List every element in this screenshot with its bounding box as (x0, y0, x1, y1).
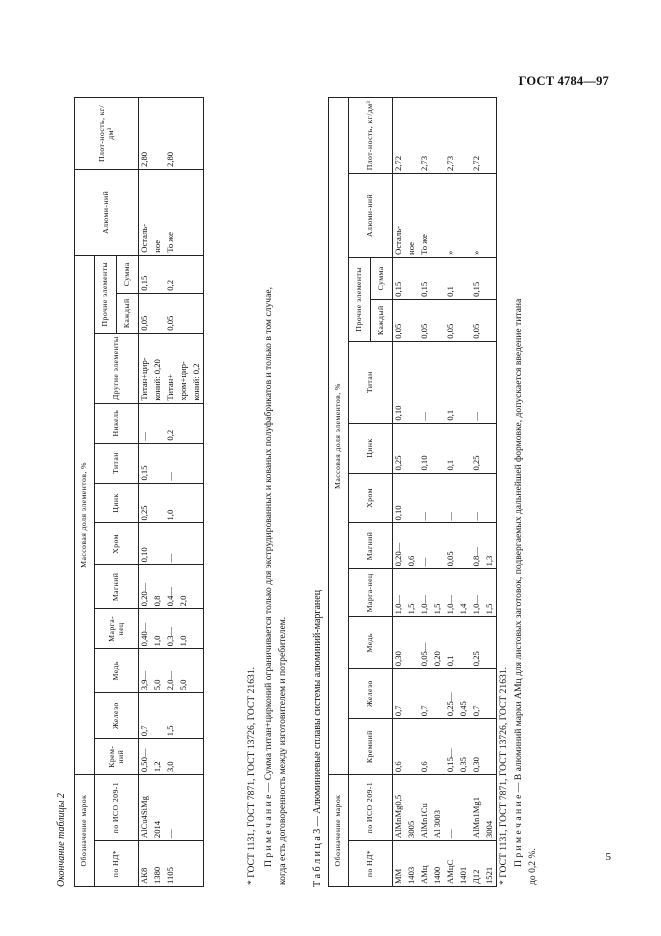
table2-note-continued: когда есть договоренность между изготовителем и потребителем. (277, 616, 288, 885)
table-cell: 0,15 (139, 443, 152, 483)
table-cell: 1,0— (445, 569, 458, 617)
table-cell: 2,73 (445, 98, 458, 174)
table-cell: АК8 (139, 841, 152, 887)
table-cell (406, 669, 419, 719)
table-cell: АМц (419, 841, 432, 887)
table-cell (191, 483, 204, 523)
table-cell: ММ (393, 841, 406, 887)
table-cell: — (471, 473, 484, 523)
table-cell: Д12 (471, 841, 484, 887)
table-cell: 1,3 (484, 523, 497, 569)
table-row (139, 98, 152, 887)
table2-col-header: Хром (95, 523, 139, 565)
table-cell (152, 523, 165, 565)
table-cell: 0,6 (393, 719, 406, 775)
table-cell: — (165, 443, 178, 483)
table-cell: 2,0 (178, 565, 191, 609)
table-cell (178, 739, 191, 775)
table-cell: 0,6 (419, 719, 432, 775)
table-cell: — (471, 341, 484, 423)
table-cell (432, 299, 445, 341)
table2-group-designation: Обозначение марок (75, 775, 95, 887)
table2-footnote: * ГОСТ 1131, ГОСТ 7871, ГОСТ 13726, ГОСТ 21631. (246, 666, 257, 885)
table3-col-header: Марга-нец (349, 569, 393, 617)
table-cell (484, 423, 497, 473)
table-cell: 5,0 (152, 649, 165, 693)
table3-col-header: по ИСО 209-1 (349, 775, 393, 841)
table-cell (432, 669, 445, 719)
table-cell (406, 473, 419, 523)
table-cell (484, 257, 497, 299)
table2-col-header: Магний (95, 565, 139, 609)
table-cell: 3,0 (165, 739, 178, 775)
table-cell: коний: 0,2 (191, 333, 204, 403)
table-cell (406, 423, 419, 473)
table3-col-header: Цинк (349, 423, 393, 473)
table-cell (178, 443, 191, 483)
table2-body (139, 98, 204, 887)
table3-col-header: Алюми-ний (349, 174, 393, 258)
table-cell: 0,25— (445, 669, 458, 719)
table-cell (178, 483, 191, 523)
table-cell (484, 174, 497, 258)
table-cell: 0,05 (471, 299, 484, 341)
table-cell: 1105 (165, 841, 178, 887)
table-row (178, 98, 191, 887)
table-cell (432, 257, 445, 299)
table-cell: 0,7 (419, 669, 432, 719)
table-cell (178, 841, 191, 887)
table-cell (432, 98, 445, 174)
table-cell: AlCu4SiMg (139, 775, 152, 841)
table-cell (178, 293, 191, 333)
table-cell (406, 341, 419, 423)
table2-col-header: Алюми-ний (75, 169, 139, 255)
table-cell: 1,0 (165, 483, 178, 523)
table3-col-header: Каждый (371, 299, 393, 341)
table2-col-header: Марга-нец (95, 609, 139, 649)
table-cell (191, 775, 204, 841)
table-cell: 2,0— (165, 649, 178, 693)
table2-col-header: Цинк (95, 483, 139, 523)
table-cell: 0,25 (393, 423, 406, 473)
table-cell (191, 609, 204, 649)
table-cell: 2,72 (471, 98, 484, 174)
table-cell: То же (165, 169, 178, 255)
table2 (74, 97, 204, 887)
table-cell: 1,4 (458, 569, 471, 617)
table-row (471, 98, 484, 887)
table3-col-header: Медь (349, 617, 393, 669)
table-cell: 0,05 (165, 293, 178, 333)
table-cell: 3004 (484, 775, 497, 841)
table2-col-header: Другие элементы (95, 333, 139, 403)
table-cell: Al 3003 (432, 775, 445, 841)
table-cell: 0,50— (139, 739, 152, 775)
rotated-content (50, 97, 550, 887)
table-cell (484, 473, 497, 523)
table3-col-header: по НД* (349, 841, 393, 887)
table-cell: 0,10 (393, 341, 406, 423)
table3-note (513, 299, 526, 867)
table3-col-header: Плот-ность, кг/дм³ (349, 98, 393, 174)
table-cell: 0,45 (458, 669, 471, 719)
table-cell (406, 299, 419, 341)
table-cell: Титан+цир- (139, 333, 152, 403)
table-cell: 0,15 (471, 257, 484, 299)
table-cell: 3,9— (139, 649, 152, 693)
table-cell: ное (406, 174, 419, 258)
table-cell: хром+цир- (178, 333, 191, 403)
table-cell: 0,1 (445, 257, 458, 299)
table-cell (432, 523, 445, 569)
table-row (406, 98, 419, 887)
table-cell (432, 341, 445, 423)
table3-group-designation: Обозначение марок (329, 775, 349, 887)
table-cell (432, 174, 445, 258)
table-cell (152, 98, 165, 170)
table3-col-header: Железо (349, 669, 393, 719)
table-cell (191, 403, 204, 443)
table-cell: 2,72 (393, 98, 406, 174)
table-cell (191, 523, 204, 565)
table-cell: 1,5 (406, 569, 419, 617)
table-cell: 0,40— (139, 609, 152, 649)
page-number: 5 (605, 851, 611, 863)
table-cell: 2,80 (165, 98, 178, 170)
table-cell: 0,05 (419, 299, 432, 341)
table-cell: 1,5 (165, 693, 178, 739)
table-cell (406, 98, 419, 174)
table-cell: 2,80 (139, 98, 152, 170)
table2-col-header: Железо (95, 693, 139, 739)
table-cell: 0,7 (393, 669, 406, 719)
table-cell: 3005 (406, 775, 419, 841)
table-cell: — (419, 473, 432, 523)
table3-col-header: Сумма (371, 257, 393, 299)
table-cell: — (419, 523, 432, 569)
table-cell: 0,30 (393, 617, 406, 669)
table-cell: — (445, 473, 458, 523)
table-cell (484, 341, 497, 423)
table-cell (191, 169, 204, 255)
table3 (328, 97, 497, 887)
table-cell: 0,20— (393, 523, 406, 569)
table-cell: 1,5 (432, 569, 445, 617)
table-cell (178, 693, 191, 739)
table-cell: коний: 0,20 (152, 333, 165, 403)
table-cell: 0,4— (165, 565, 178, 609)
table2-note-text: — Сумма титан+цирконий ограничивается только для экструдированных и кованых полуфабрикатов и только в том случае, (263, 287, 274, 795)
table-cell: 1,0— (393, 569, 406, 617)
table-cell (191, 649, 204, 693)
document-code: ГОСТ 4784—97 (518, 74, 609, 88)
table-cell: 0,7 (471, 669, 484, 719)
table-cell: 1,0 (178, 609, 191, 649)
table2-col-header: Крем-ний (95, 739, 139, 775)
table-cell (178, 523, 191, 565)
table-cell: 0,20 (432, 617, 445, 669)
table3-footnote: * ГОСТ 1131, ГОСТ 7871, ГОСТ 13726, ГОСТ 21631. (498, 666, 509, 885)
table-cell: AlMn1Mg1 (471, 775, 484, 841)
table-cell (152, 293, 165, 333)
table2-col-header: Титан (95, 443, 139, 483)
table-cell: Титан+ (165, 333, 178, 403)
table2-col-header: по ИСО 209-1 (95, 775, 139, 841)
table-cell (152, 255, 165, 293)
table-cell (458, 523, 471, 569)
table2-col-header: Никель (95, 403, 139, 443)
table-cell (484, 669, 497, 719)
table-cell: 0,2 (165, 403, 178, 443)
table-cell: 0,10 (419, 423, 432, 473)
table3-note-label: П р и м е ч а н и е (513, 794, 524, 867)
table2-col-header: по НД* (95, 841, 139, 887)
table2-col-header: Медь (95, 649, 139, 693)
table-cell: То же (419, 174, 432, 258)
table-cell (191, 255, 204, 293)
table-cell: AlMnMg0,5 (393, 775, 406, 841)
table-row (445, 98, 458, 887)
table-cell: 1,5 (484, 569, 497, 617)
table-cell (178, 98, 191, 170)
table-cell (406, 617, 419, 669)
table2-note-label: П р и м е ч а н и е (263, 794, 274, 867)
table2-col-header: Сумма (117, 255, 139, 293)
table-cell: 2,73 (419, 98, 432, 174)
table-cell: 0,8 (152, 565, 165, 609)
table-cell (484, 299, 497, 341)
table-cell (458, 174, 471, 258)
table-cell: 1521 (484, 841, 497, 887)
table-cell: — (165, 523, 178, 565)
table-cell: » (445, 174, 458, 258)
table-cell: 1,2 (152, 739, 165, 775)
table-cell (152, 403, 165, 443)
table-cell: 0,35 (458, 719, 471, 775)
table-cell (191, 443, 204, 483)
table3-body (393, 98, 497, 887)
table-cell: 0,1 (445, 341, 458, 423)
table-cell: Осталь- (139, 169, 152, 255)
table-cell: 1,0 (152, 609, 165, 649)
table-row (165, 98, 178, 887)
table-cell (458, 299, 471, 341)
table-cell (458, 423, 471, 473)
table3-caption: Т а б л и ц а 3 — Алюминиевые сплавы системы алюминий-марганец (312, 589, 323, 887)
table-cell: 1401 (458, 841, 471, 887)
table3-group-other: Прочие элементы (349, 257, 371, 341)
table-cell: 0,30 (471, 719, 484, 775)
table-cell (178, 169, 191, 255)
table-cell: — (139, 403, 152, 443)
table-cell: Осталь- (393, 174, 406, 258)
table-cell (432, 423, 445, 473)
table-cell (484, 617, 497, 669)
table-cell (406, 257, 419, 299)
table-cell: 0,05 (139, 293, 152, 333)
table-cell: 5,0 (178, 649, 191, 693)
table-cell: 0,05— (419, 617, 432, 669)
table-cell: 1400 (432, 841, 445, 887)
table-cell: 0,10 (393, 473, 406, 523)
table-row (484, 98, 497, 887)
table-cell: 1,0— (471, 569, 484, 617)
table2-group-mass-fraction: Массовая доля элементов, % (75, 255, 95, 774)
table-cell: — (445, 775, 458, 841)
table-cell: 1,0— (419, 569, 432, 617)
table-cell (191, 693, 204, 739)
table-cell: 0,6 (406, 523, 419, 569)
table-row (152, 98, 165, 887)
table-row (432, 98, 445, 887)
table-cell: 0,7 (139, 693, 152, 739)
table3-col-header: Магний (349, 523, 393, 569)
table-row (191, 98, 204, 887)
table3-note-text: — В алюминий марки АМц для листовых заготовок, подвергаемых дальнейшей формовке, допускается введение титана (513, 298, 524, 795)
table-cell: 0,15 (419, 257, 432, 299)
table-cell (152, 693, 165, 739)
table-cell (178, 775, 191, 841)
table-cell: 0,10 (139, 523, 152, 565)
table-cell: АМцС (445, 841, 458, 887)
table-cell (191, 293, 204, 333)
table-cell (152, 483, 165, 523)
table2-note (263, 287, 276, 867)
table-cell (458, 617, 471, 669)
table-cell: 0,15 (393, 257, 406, 299)
table-cell: 0,3— (165, 609, 178, 649)
table-row (393, 98, 406, 887)
table-cell: 0,05 (445, 299, 458, 341)
table2-group-other: Прочие элементы (95, 255, 117, 333)
table-cell: 1380 (152, 841, 165, 887)
table2-caption: Окончание таблицы 2 (56, 793, 67, 887)
table-cell (178, 255, 191, 293)
table-cell: 0,8— (471, 523, 484, 569)
table-cell (458, 98, 471, 174)
table-cell: AlMn1Cu (419, 775, 432, 841)
table3-group-mass-fraction: Массовая доля элементов, % (329, 98, 349, 775)
table3-note-continued: до 0,2 %. (527, 848, 538, 885)
table-cell (432, 719, 445, 775)
table-cell (152, 443, 165, 483)
table-cell: 0,25 (471, 617, 484, 669)
table-cell (484, 719, 497, 775)
table3-col-header: Хром (349, 473, 393, 523)
table-cell (458, 341, 471, 423)
table-cell: 0,05 (445, 523, 458, 569)
table-cell: — (419, 341, 432, 423)
table-cell (458, 473, 471, 523)
table-cell (406, 719, 419, 775)
table3-col-header: Титан (349, 341, 393, 423)
table-cell: 0,15 (139, 255, 152, 293)
table-cell (191, 739, 204, 775)
table-cell (191, 98, 204, 170)
table-cell: 0,2 (165, 255, 178, 293)
table-row (458, 98, 471, 887)
table-cell (191, 565, 204, 609)
table-cell: 0,20— (139, 565, 152, 609)
table-cell (432, 473, 445, 523)
table-cell (484, 98, 497, 174)
table3-col-header: Кремний (349, 719, 393, 775)
table-cell (191, 841, 204, 887)
table-cell: 0,25 (139, 483, 152, 523)
table-cell: — (165, 775, 178, 841)
table2-col-header: Каждый (117, 293, 139, 333)
table-cell: 0,25 (471, 423, 484, 473)
table-cell (458, 257, 471, 299)
table-cell: 0,05 (393, 299, 406, 341)
table-cell: 2014 (152, 775, 165, 841)
table-cell: » (471, 174, 484, 258)
table-cell: 0,15— (445, 719, 458, 775)
table-cell: ное (152, 169, 165, 255)
table-cell (178, 403, 191, 443)
table-cell: 0,1 (445, 423, 458, 473)
table-cell: 1403 (406, 841, 419, 887)
table-cell: 0,1 (445, 617, 458, 669)
table-cell (458, 775, 471, 841)
table-row (419, 98, 432, 887)
table2-col-header: Плот-ность, кг/дм³ (75, 98, 139, 170)
